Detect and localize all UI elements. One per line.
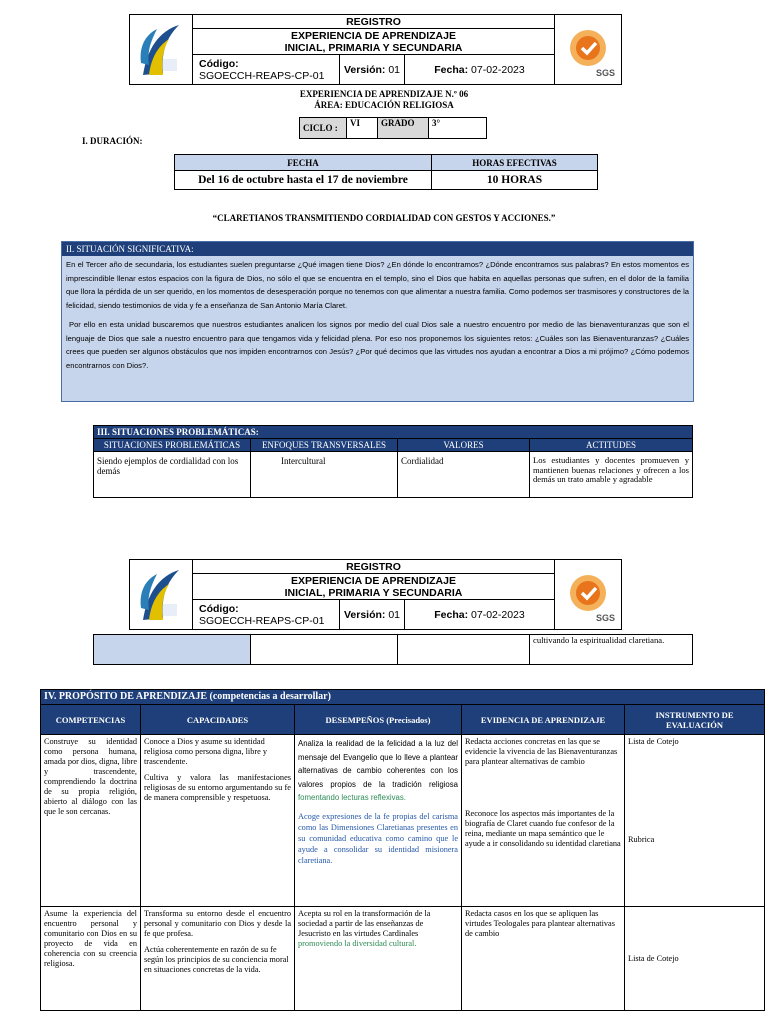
code-cell <box>193 55 340 85</box>
cont-actitud-cell: cultivando la espiritualidad claretiana. <box>530 635 693 665</box>
date-value: 07-02-2023 <box>471 63 525 76</box>
problematicas-continuation <box>93 634 693 665</box>
col-capacidades: CAPACIDADES <box>141 705 295 735</box>
document-header <box>129 14 622 85</box>
cont-enfoque-cell <box>251 635 398 665</box>
register-title: REGISTRO <box>193 15 555 29</box>
ciclo-grado-table <box>299 117 487 139</box>
svg-text:SGS: SGS <box>596 612 616 623</box>
duration-heading: I. DURACIÓN: <box>82 136 143 146</box>
r2-capacidad-2: Actúa coherentemente en razón de su fe según los principios de su conciencia moral en situaciones concretas de la vida. <box>144 945 289 974</box>
cert-logo-cell <box>555 15 622 85</box>
valor-cell: Cordialidad <box>398 452 530 498</box>
date-cell-2 <box>405 600 555 630</box>
date-value-2: 07-02-2023 <box>471 608 525 621</box>
sgs-logo-2 <box>555 565 621 625</box>
cont-situacion-cell <box>94 635 251 665</box>
r2-capacidad-1: Transforma su entorno desde el encuentro personal y comunitario con Dios y desde la fe que profesa. <box>144 909 291 938</box>
situacion-paragraph-2: Por ello en esta unidad buscaremos que nuestros estudiantes analicen los signos por medio del cual Dios sale a nuestro encuentro por medio de las bienaventuranzas que son el lenguaje de Dios que sale a nuestro encuentro para que tengamos vida y felicidad plena. Por eso nos proponemos los siguientes retos: ¿Cuáles son las Bienaventuranzas? ¿Cuáles crees que pueden ser algunos obstáculos que nos impiden encontrarnos con Jesús? ¿Por qué decimos que las virtudes nos ayudan a encontrar a Dios a mi prójimo? ¿Cómo podemos encontrarnos con Dios?. <box>66 320 689 370</box>
levels-title-2: INICIAL, PRIMARIA Y SECUNDARIA <box>284 586 463 599</box>
svg-text:SGS: SGS <box>596 67 616 78</box>
grado-value: 3° <box>429 118 487 139</box>
col-valores: VALORES <box>398 439 530 452</box>
r2-instrumento: Lista de Cotejo <box>625 907 765 1011</box>
logo-cell <box>130 15 193 85</box>
experience-title-2: EXPERIENCIA DE APRENDIZAJE <box>291 574 456 587</box>
unit-motto: “CLARETIANOS TRANSMITIENDO CORDIALIDAD CON GESTOS Y ACCIONES.” <box>212 213 556 223</box>
logo-cell-2 <box>130 560 193 630</box>
situacion-cell: Siendo ejemplos de cordialidad con los demás <box>94 452 251 498</box>
sgs-logo <box>555 20 621 80</box>
horas-header: HORAS EFECTIVAS <box>432 155 598 171</box>
col-actitudes: ACTITUDES <box>530 439 693 452</box>
r1-desempeno-1-highlight: fomentando lecturas reflexivas. <box>298 793 406 802</box>
r1-instrumento-1: Lista de Cotejo <box>628 737 679 746</box>
document-header-2 <box>129 559 622 630</box>
proposito-table <box>40 689 765 1011</box>
cert-logo-cell-2 <box>555 560 622 630</box>
doc-title-block <box>200 89 568 111</box>
r2-capacidades <box>141 907 295 1011</box>
school-logo <box>130 19 192 81</box>
problematicas-heading: III. SITUACIONES PROBLEMÁTICAS: <box>94 426 693 439</box>
situacion-significativa-box <box>61 241 694 402</box>
code-cell-2 <box>193 600 340 630</box>
col-desempenos: DESEMPEÑOS (Precisados) <box>295 705 462 735</box>
experience-title-cell <box>193 29 555 55</box>
version-label: Versión: <box>343 63 386 76</box>
version-cell <box>340 55 405 85</box>
r2-evidencia: Redacta casos en los que se apliquen las virtudes Teologales para plantear alternativas de cambio <box>462 907 625 1011</box>
r1-desempeno-2: Acoge expresiones de la fe propias del carisma como las Dimensiones Claretianas presentes en su comunidad educativa como camino que le ayude a consolidar su identidad misionera claretiana. <box>298 811 458 865</box>
r1-desempeno-1: Analiza la realidad de la felicidad a la luz del mensaje del Evangelio que lo lleve a plantear alternativas de cambio coherentes con los valores propios de la tradición religiosa <box>298 739 458 789</box>
code-value: SGOECCH-REAPS-CP-01 <box>199 69 325 82</box>
version-value-2: 01 <box>388 608 401 621</box>
actitud-cell: Los estudiantes y docentes promueven y mantienen buenas relaciones y ofrecen a los demás un trato amable y agradable <box>530 452 693 498</box>
r2-desempeno-highlight: promoviendo la diversidad cultural. <box>298 939 417 948</box>
experience-number-title: EXPERIENCIA DE APRENDIZAJE N.º 06 <box>299 89 469 99</box>
r2-desempeno: Acepta su rol en la transformación de la sociedad a partir de las enseñanzas de Jesucristo en las virtudes Cardinales <box>298 909 431 938</box>
version-label-2: Versión: <box>343 608 386 621</box>
version-cell-2 <box>340 600 405 630</box>
r1-desempenos <box>295 735 462 907</box>
r1-competencia: Construye su identidad como persona humana, amada por dios, digna, libre y trascendente, comprendiendo la doctrina de su propia religión, abierto al diálogo con las que le son cercanas. <box>41 735 141 907</box>
experience-title: EXPERIENCIA DE APRENDIZAJE <box>291 29 456 42</box>
cont-valor-cell <box>398 635 530 665</box>
proposito-heading: IV. PROPÓSITO DE APRENDIZAJE (competencias a desarrollar) <box>41 690 765 705</box>
horas-value: 10 HORAS <box>432 171 598 190</box>
date-cell <box>405 55 555 85</box>
code-label-2: Código: <box>199 602 239 615</box>
r1-capacidad-1: Conoce a Dios y asume su identidad religiosa como persona digna, libre y trascendente. <box>144 737 268 766</box>
fecha-value: Del 16 de octubre hasta el 17 de noviembre <box>175 171 432 190</box>
r1-instrumento-2: Rubrica <box>628 835 655 844</box>
col-enfoques: ENFOQUES TRANSVERSALES <box>251 439 398 452</box>
col-evidencia: EVIDENCIA DE APRENDIZAJE <box>462 705 625 735</box>
ciclo-value: VI <box>347 118 378 139</box>
r1-capacidad-2: Cultiva y valora las manifestaciones religiosas de su entorno argumentando su fe de manera comprensible y respetuosa. <box>144 773 291 802</box>
situacion-paragraph-1: En el Tercer año de secundaria, los estudiantes suelen preguntarse ¿Qué imagen tiene Dios? ¿En dónde lo encontramos? ¿Dónde encontramos sus palabras? En estos momentos es imprescindible llenar estos espacios con la figura de Dios, no sólo el que se encuentra en el templo, sino el Dios que habita en aquellas personas que sufren, en el dolor de la familia que llora la pérdida de un ser querido, en los momentos de desesperación porque no tenemos con que alimentar a nuestra familia. Como podemos ser trasmisores y constructores de la felicidad, siendo testimonios de vida y fe a enseñanza de San Antonio María Claret. <box>66 260 689 310</box>
date-label-2: Fecha: <box>434 608 469 621</box>
ciclo-label: CICLO : <box>300 118 347 139</box>
code-value-2: SGOECCH-REAPS-CP-01 <box>199 614 325 627</box>
experience-title-cell-2 <box>193 574 555 600</box>
r1-evidencia-1: Redacta acciones concretas en las que se evidencie la vivencia de las Bienaventuranzas para plantear alternativas de cambio <box>465 737 618 766</box>
r1-instrumentos <box>625 735 765 907</box>
version-value: 01 <box>388 63 401 76</box>
date-label: Fecha: <box>434 63 469 76</box>
problematicas-table <box>93 425 693 498</box>
fecha-header: FECHA <box>175 155 432 171</box>
r2-desempenos <box>295 907 462 1011</box>
r1-evidencias <box>462 735 625 907</box>
col-competencias: COMPETENCIAS <box>41 705 141 735</box>
r2-competencia: Asume la experiencia del encuentro personal y comunitario con Dios en su proyecto de vida en coherencia con su creencia religiosa. <box>41 907 141 1011</box>
duration-table <box>174 154 598 190</box>
register-title-2: REGISTRO <box>193 560 555 574</box>
r1-capacidades <box>141 735 295 907</box>
levels-title: INICIAL, PRIMARIA Y SECUNDARIA <box>284 41 463 54</box>
grado-label: GRADO <box>378 118 429 139</box>
col-instrumento: INSTRUMENTO DE EVALUACIÓN <box>625 705 765 735</box>
code-label: Código: <box>199 57 239 70</box>
col-situaciones: SITUACIONES PROBLEMÁTICAS <box>94 439 251 452</box>
school-logo-2 <box>130 564 192 626</box>
situacion-heading: II. SITUACIÓN SIGNIFICATIVA: <box>62 242 693 256</box>
enfoque-cell: Intercultural <box>251 452 398 498</box>
r1-evidencia-2: Reconoce los aspectos más importantes de la biografía de Claret cuando fue confesor de la reina, mediante un mapa semántico que le ayude a ir consolidando su identidad claretiana <box>465 809 621 848</box>
area-title: ÁREA: EDUCACIÓN RELIGIOSA <box>314 100 454 110</box>
